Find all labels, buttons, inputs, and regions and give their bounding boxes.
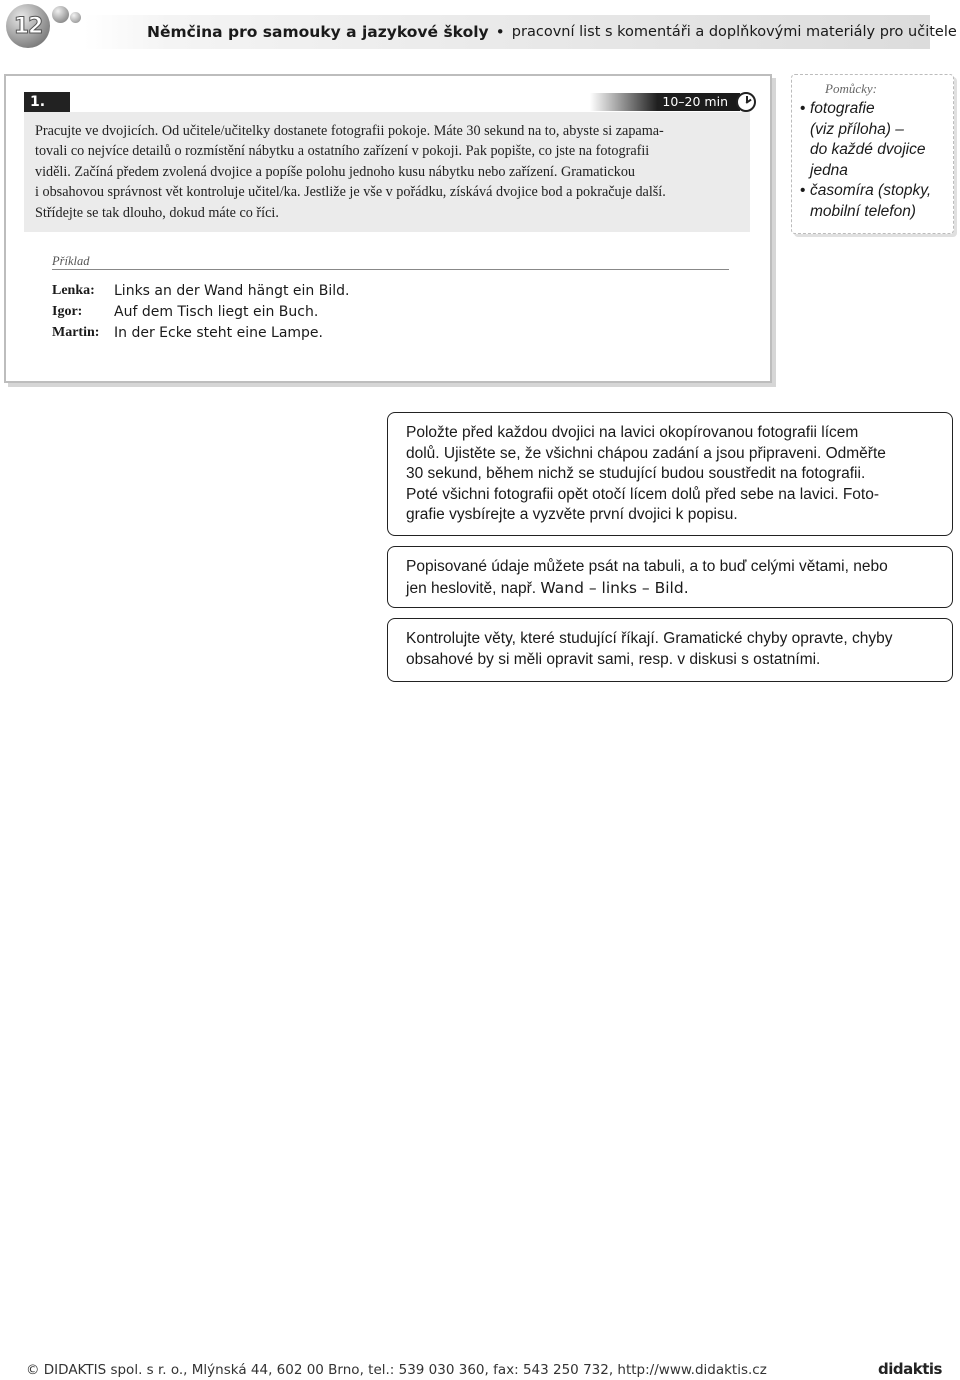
note-line: grafie vysbírejte a vyzvěte první dvojici k popisu. bbox=[406, 506, 738, 523]
dialog-row bbox=[52, 322, 349, 343]
dialog-row bbox=[52, 301, 349, 322]
aids-line: fotografie bbox=[810, 100, 875, 117]
aids-line: jedna bbox=[810, 161, 848, 179]
dialog-line: Auf dem Tisch liegt ein Buch. bbox=[114, 303, 319, 320]
speaker-name: Lenka: bbox=[52, 282, 95, 298]
aids-item bbox=[800, 181, 931, 222]
example-divider bbox=[52, 269, 729, 270]
instruction-line: Pracujte ve dvojicích. Od učitele/učitelky dostanete fotografii pokoje. Máte 30 sekund na to, abyste si zapama- bbox=[35, 123, 664, 139]
header-bar bbox=[84, 15, 957, 49]
instruction-line: Střídejte se tak dlouho, dokud máte co říci. bbox=[35, 204, 279, 221]
title-separator: • bbox=[495, 23, 505, 41]
dialog-row bbox=[52, 280, 349, 301]
task-instructions bbox=[35, 121, 745, 223]
teacher-note bbox=[387, 546, 953, 608]
aids-line: do každé dvojice bbox=[810, 141, 926, 158]
teacher-note bbox=[387, 412, 953, 536]
aids-list bbox=[800, 99, 931, 222]
instruction-line: viděli. Začíná předem zvolená dvojice a popíše polohu jednoho kusu nábytku nebo zařízení. Gramatickou bbox=[35, 163, 636, 180]
clock-icon bbox=[736, 92, 756, 112]
dialog-line: Links an der Wand hängt ein Bild. bbox=[114, 282, 350, 299]
bullet-icon: • bbox=[800, 100, 806, 117]
publisher-logo: didaktis bbox=[878, 1360, 942, 1378]
decorative-ball-small bbox=[70, 12, 81, 23]
aids-line: mobilní telefon) bbox=[810, 202, 916, 220]
book-subtitle: pracovní list s komentáři a doplňkovými materiály pro učitele bbox=[511, 24, 957, 40]
note-line: obsahové by si měli opravit sami, resp. v diskusi s ostatními. bbox=[406, 650, 821, 668]
page-number: 12 bbox=[13, 13, 43, 39]
instruction-line: i obsahovou správnost vět kontroluje učitel/ka. Jestliže je vše v pořádku, získává dvojice bod a pokračuje další. bbox=[35, 184, 666, 201]
speaker-name: Igor: bbox=[52, 303, 83, 319]
example-dialog bbox=[52, 280, 349, 343]
aids-title: Pomůcky: bbox=[825, 81, 877, 96]
footer-copyright: © DIDAKTIS spol. s r. o., Mlýnská 44, 602 00 Brno, tel.: 539 030 360, fax: 543 250 732, http://www.didaktis.cz bbox=[26, 1362, 767, 1378]
decorative-ball bbox=[52, 6, 69, 23]
note-line: Popisované údaje můžete psát na tabuli, a to buď celými větami, nebo bbox=[406, 558, 888, 575]
instruction-line: tovali co nejvíce detailů o rozmístění nábytku a ostatního zařízení v pokoji. Pak popište, co jste na fotografii bbox=[35, 143, 650, 160]
book-title: Němčina pro samouky a jazykové školy bbox=[147, 23, 489, 41]
note-line-prefix: jen heslovitě, např. bbox=[406, 579, 541, 597]
note-line: Poté všichni fotografii opět otočí lícem dolů před sebe na lavici. Foto- bbox=[406, 485, 879, 503]
note-line: Kontrolujte věty, které studující říkají. Gramatické chyby opravte, chyby bbox=[406, 630, 893, 647]
example-label: Příklad bbox=[52, 254, 90, 268]
teacher-note bbox=[387, 618, 953, 682]
bullet-icon: • bbox=[800, 182, 806, 199]
note-line: Položte před každou dvojici na lavici okopírovanou fotografii lícem bbox=[406, 424, 859, 441]
aids-line: (viz příloha) – bbox=[810, 120, 904, 138]
note-line bbox=[406, 578, 934, 600]
aids-item bbox=[800, 99, 931, 181]
speaker-name: Martin: bbox=[52, 324, 100, 340]
aids-line: časomíra (stopky, bbox=[810, 182, 932, 199]
note-example: Wand – links – Bild. bbox=[540, 578, 689, 597]
note-line: dolů. Ujistěte se, že všichni chápou zadání a jsou připraveni. Odměřte bbox=[406, 444, 886, 462]
exercise-number: 1. bbox=[24, 92, 70, 112]
note-line: 30 sekund, během nichž se studující budou soustředit na fotografii. bbox=[406, 465, 866, 482]
page-number-badge bbox=[6, 4, 50, 48]
dialog-line: In der Ecke steht eine Lampe. bbox=[114, 324, 323, 341]
duration-label: 10–20 min bbox=[590, 93, 740, 111]
